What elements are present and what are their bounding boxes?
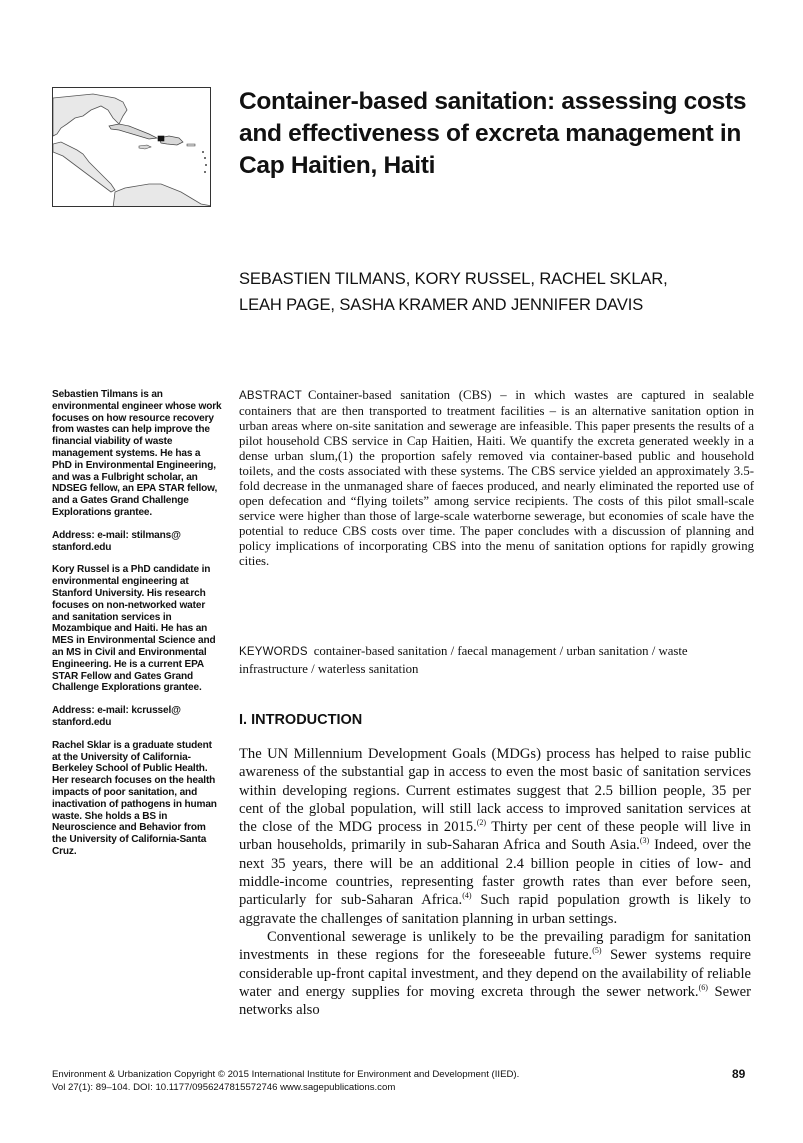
copyright-line: Environment & Urbanization Copyright © 2015 International Institute for Environment and Development (IIED). xyxy=(52,1069,520,1080)
paragraph-text: Conventional sewerage is unlikely to be the prevailing paradigm for sanitation investments in these regions for the foreseeable future. xyxy=(239,928,751,964)
reference-3: (3) xyxy=(639,836,650,846)
author-bio-russel: Kory Russel is a PhD candidate in environmental engineering at Stanford University. His research focuses on non-networked water and sanitation services in Mozambique and Haiti. He has an MES in Environmental Science and an MS in Civil and Environmental Engineering. He is a current EPA STAR Fellow and Gates Grand Challenge Explorations grantee. xyxy=(52,564,216,694)
paragraph-1 xyxy=(239,745,751,928)
introduction-body xyxy=(239,745,751,1019)
location-map xyxy=(52,87,211,207)
article-title: Container-based sanitation: assessing costs and effectiveness of excreta management in Cap Haitien, Haiti xyxy=(239,88,747,179)
paragraph-2 xyxy=(239,928,751,1019)
reference-5: (5) xyxy=(592,946,602,956)
keywords-text: container-based sanitation / faecal management / urban sanitation / waste infrastructure / waterless sanitation xyxy=(239,644,688,676)
paragraph-text: Indeed, over the next 35 years, there will be an additional 2.4 billion people in cities of low- and middle-income countries, representing faster growth rates than ever before seen, particularly for sub-Saharan Africa. xyxy=(239,837,752,909)
paragraph-text: The UN Millennium Development Goals (MDGs) process has helped to raise public awareness of the substantial gap in access to even the most basic of sanitation services within developing regions. Current estimates suggest that 2.5 billion people, 35 per cent of the global population, will still lack access to improved sanitation services at the close of the MDG process in 2015. xyxy=(239,746,751,836)
citation-line: Vol 27(1): 89–104. DOI: 10.1177/0956247815572746 www.sagepublications.com xyxy=(52,1082,396,1093)
paragraph-text: Thirty per cent of these people will live in urban households, primarily in sub-Saharan Africa and South Asia. xyxy=(239,819,751,854)
paragraph-text: Sewer networks also xyxy=(239,983,751,1019)
author-address-tilmans: Address: e-mail: stilmans@ stanford.edu xyxy=(52,529,181,553)
abstract-label: ABSTRACT xyxy=(239,390,302,402)
author-bio-sklar: Rachel Sklar is a graduate student at the University of California-Berkeley School of Public Health. Her research focuses on the health impacts of poor sanitation, and inactivation of pathogens in human waste. She holds a BS in Neuroscience and Behavior from the University of California-Santa Cruz. xyxy=(52,739,217,857)
author-address-russel: Address: e-mail: kcrussel@ stanford.edu xyxy=(52,705,181,728)
page-number: 89 xyxy=(732,1067,746,1081)
author-bio-sidebar xyxy=(52,389,222,869)
haiti-marker-icon xyxy=(158,136,164,141)
journal-footer xyxy=(52,1068,692,1094)
reference-6: (6) xyxy=(698,983,708,992)
abstract-text: Container-based sanitation (CBS) – in which wastes are captured in sealable containers that are then transported to treatment facilities – is an alternative sanitation option in urban areas where on-site sanitation and sewerage are infeasible. This paper presents the results of a pilot household CBS service in Cap Haitien, Haiti. We quantify the excreta generated weekly in a dense urban slum,(1) the proportion safely removed via container-based public and household toilets, and the costs associated with these systems. The CBS service yielded an approximately 3.5-fold decrease in the unmanaged share of faeces produced, and nearly eliminated the reported use of open defecation and “flying toilets” among service recipients. The costs of this pilot small-scale service were higher than those of large-scale waterborne sewerage, but economies of scale have the potential to reduce CBS costs over time. The paper concludes with a discussion of planning and policy implications of incorporating CBS into the menu of sanitation options for rapidly growing cities. xyxy=(239,388,754,568)
author-line-1: SEBASTIEN TILMANS, KORY RUSSEL, RACHEL SKLAR, xyxy=(239,270,668,288)
paragraph-text: Such rapid population growth is likely to aggravate the challenges of sanitation planning in urban settings. xyxy=(239,892,751,927)
reference-4: (4) xyxy=(462,891,472,901)
section-heading: I. INTRODUCTION xyxy=(239,712,363,728)
keywords-label: KEYWORDS xyxy=(239,646,308,658)
keywords xyxy=(239,643,759,678)
author-line-2: LEAH PAGE, SASHA KRAMER AND JENNIFER DAVIS xyxy=(239,296,644,314)
abstract xyxy=(239,388,754,569)
author-bio-tilmans: Sebastien Tilmans is an environmental engineer whose work focuses on how resource recovery from wastes can help improve the financial viability of waste management systems. He has a PhD in Environmental Engineering, and was a Fulbright scholar, an NDSEG fellow, an EPA STAR fellow, and a Gates Grand Challenge Explorations grantee. xyxy=(52,389,222,518)
reference-2: (2) xyxy=(476,818,487,828)
caribbean-map-graphic xyxy=(53,88,211,207)
paragraph-text: Sewer systems require considerable up-front capital investment, and they depend on the availability of reliable water and energy supplies for moving excreta through the sewer network. xyxy=(239,947,751,1000)
author-list xyxy=(239,266,759,318)
